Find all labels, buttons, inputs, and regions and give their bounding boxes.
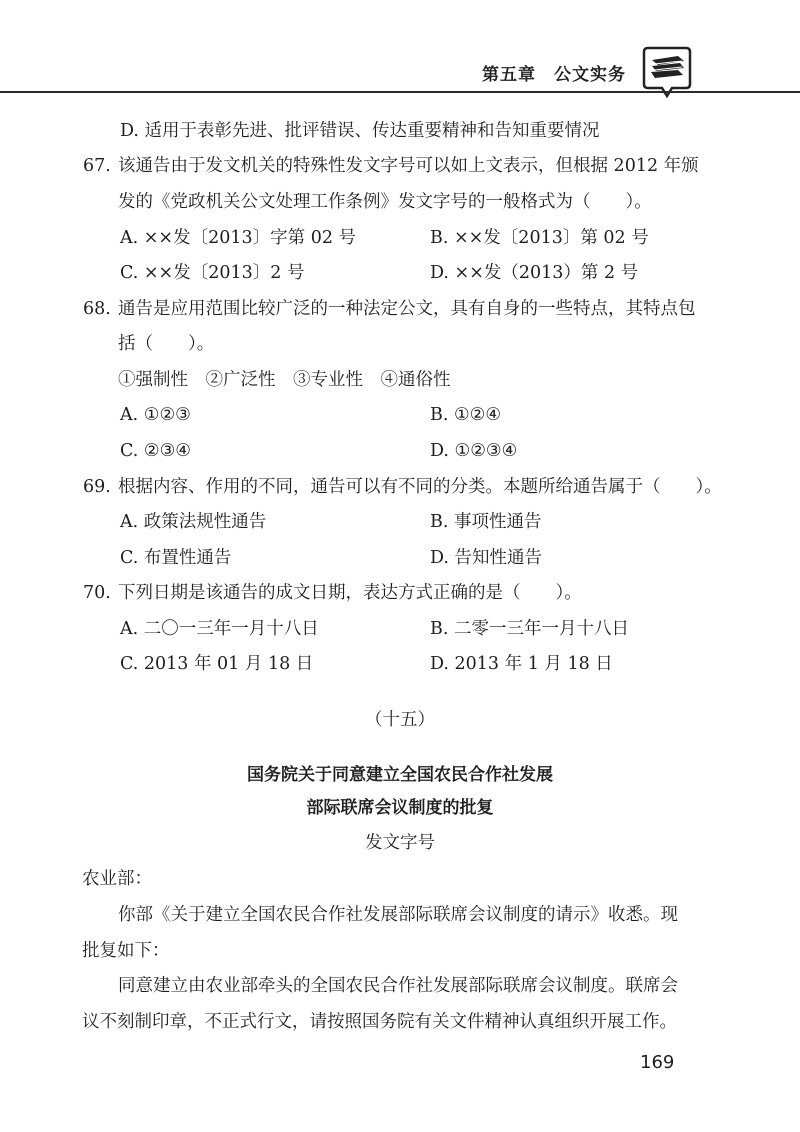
q68-option-a: A. ①②③	[120, 405, 191, 425]
question-number: 70.	[83, 583, 111, 603]
q68-option-c: C. ②③④	[120, 441, 191, 461]
para1-line1: 你部《关于建立全国农民合作社发展部际联席会议制度的请示》收悉。现	[118, 905, 678, 925]
q69-option-d: D. 告知性通告	[430, 548, 543, 568]
chapter-title: 第五章 公文实务	[482, 65, 626, 85]
q69-option-b: B. 事项性通告	[430, 512, 542, 532]
header-rule	[0, 91, 800, 93]
q67-option-d: D. ××发（2013）第 2 号	[430, 263, 639, 283]
q70-option-a: A. 二〇一三年一月十八日	[120, 619, 319, 639]
salutation: 农业部：	[82, 869, 152, 889]
q69-option-a: A. 政策法规性通告	[120, 512, 267, 532]
para1-line2: 批复如下：	[82, 941, 170, 961]
q67-option-b: B. ××发〔2013〕第 02 号	[430, 228, 649, 248]
question-68-stem-line2: 括（ ）。	[118, 334, 215, 354]
q70-option-d: D. 2013 年 1 月 18 日	[430, 654, 613, 674]
q66-option-d: D. 适用于表彰先进、批评错误、传达重要精神和告知重要情况	[120, 121, 600, 141]
q67-option-c: C. ××发〔2013〕2 号	[120, 263, 305, 283]
question-stem-line1: 下列日期是该通告的成文日期，表达方式正确的是（ ）。	[118, 583, 582, 603]
q68-items: ①强制性 ②广泛性 ③专业性 ④通俗性	[118, 370, 451, 390]
q69-option-c: C. 布置性通告	[120, 548, 232, 568]
question-stem-line1: 根据内容、作用的不同，通告可以有不同的分类。本题所给通告属于（ ）。	[118, 477, 722, 497]
page-number: 169	[640, 1052, 675, 1073]
q68-option-b: B. ①②④	[430, 405, 502, 425]
question-67-stem-line2: 发的《党政机关公文处理工作条例》发文字号的一般格式为（ ）。	[118, 192, 652, 212]
question-stem-line1: 该通告由于发文机关的特殊性发文字号可以如上文表示，但根据 2012 年颁	[118, 156, 699, 176]
section-marker: （十五）	[365, 710, 435, 730]
doc-number-label: 发文字号	[365, 833, 435, 853]
book-stack-icon	[642, 44, 692, 98]
doc-title-line1: 国务院关于同意建立全国农民合作社发展	[247, 765, 553, 785]
q68-option-d: D. ①②③④	[430, 441, 518, 461]
q70-option-c: C. 2013 年 01 月 18 日	[120, 654, 314, 674]
q70-option-b: B. 二零一三年一月十八日	[430, 619, 629, 639]
question-number: 67.	[83, 156, 111, 176]
question-number: 69.	[83, 477, 111, 497]
question-number: 68.	[83, 299, 111, 319]
para2-line1: 同意建立由农业部牵头的全国农民合作社发展部际联席会议制度。联席会	[118, 976, 678, 996]
question-stem-line1: 通告是应用范围比较广泛的一种法定公文，具有自身的一些特点，其特点包	[118, 299, 696, 319]
para2-line2: 议不刻制印章，不正式行文，请按照国务院有关文件精神认真组织开展工作。	[82, 1012, 677, 1032]
doc-title-line2: 部际联席会议制度的批复	[306, 798, 494, 818]
q67-option-a: A. ××发〔2013〕字第 02 号	[120, 228, 357, 248]
